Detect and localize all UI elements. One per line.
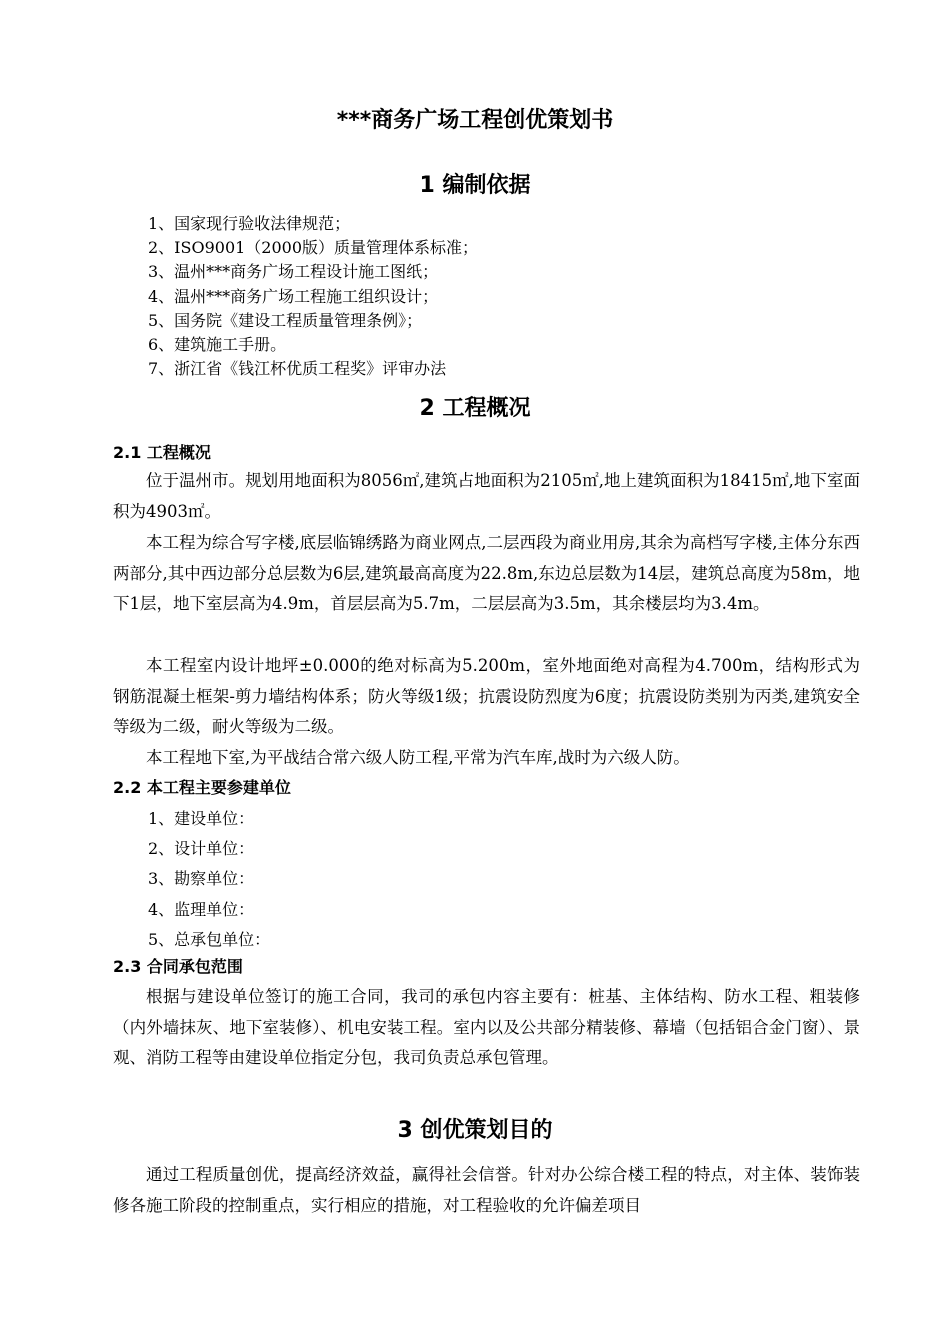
list-item: 4、监理单位：: [148, 899, 255, 919]
list-item: 2、设计单位：: [148, 839, 255, 859]
paragraph-contract-scope: 根据与建设单位签订的施工合同，我司的承包内容主要有：桩基、主体结构、防水工程、粗装修（内外墙抹灰、地下室装修）、机电安装工程。室内以及公共部分精装修、幕墙（包括铝合金门窗）、景观、消防工程等由建设单位指定分包，我司负责总承包管理。: [113, 987, 860, 1067]
participants-list: [148, 804, 270, 955]
section-3-heading: 3 创优策划目的: [397, 1118, 553, 1143]
section-2-heading: 2 工程概况: [419, 396, 531, 421]
paragraph-building: 本工程为综合写字楼,底层临锦绣路为商业网点,二层西段为商业用房,其余为高档写字楼,主体分东西两部分,其中西边部分总层数为6层,建筑最高高度为22.8m,东边总层数为14层，建筑总高度为58m，地下1层，地下室层高为4.9m，首层层高为5.7m，二层层高为3.5m，其余楼层均为3.4m。: [113, 533, 860, 613]
list-item: 1、建设单位：: [148, 809, 255, 828]
basis-list: [148, 212, 478, 381]
list-item: 5、国务院《建设工程质量管理条例》；: [148, 310, 423, 330]
list-item: 1、国家现行验收法律规范；: [148, 214, 351, 233]
list-item: 7、浙江省《钱江杯优质工程奖》评审办法: [148, 359, 447, 379]
paragraph-structure: 本工程室内设计地坪±0.000的绝对标高为5.200m，室外地面绝对高程为4.700m，结构形式为钢筋混凝土框架-剪力墙结构体系；防火等级1级；抗震设防烈度为6度；抗震设防类别为丙类,建筑安全等级为二级，耐火等级为二级。: [113, 656, 860, 736]
subsection-2-1-heading: 2.1 工程概况: [113, 443, 211, 462]
list-item: 4、温州***商务广场工程施工组织设计；: [148, 286, 439, 306]
subsection-2-2-heading: 2.2 本工程主要参建单位: [113, 778, 291, 797]
document-title: ***商务广场工程创优策划书: [336, 108, 614, 133]
section-1-heading: 1 编制依据: [419, 173, 531, 198]
subsection-2-3-heading: 2.3 合同承包范围: [113, 957, 243, 976]
list-item: 6、建筑施工手册。: [148, 334, 287, 354]
paragraph-basement: 本工程地下室,为平战结合常六级人防工程,平常为汽车库,战时为六级人防。: [146, 748, 690, 767]
list-item: 3、温州***商务广场工程设计施工图纸；: [148, 262, 439, 282]
list-item: 2、ISO9001（2000版）质量管理体系标准；: [148, 238, 479, 258]
list-item: 3、勘察单位：: [148, 869, 255, 889]
paragraph-location: 位于温州市。规划用地面积为8056㎡,建筑占地面积为2105㎡,地上建筑面积为18415㎡,地下室面积为4903㎡。: [113, 471, 860, 521]
list-item: 5、总承包单位：: [148, 929, 271, 949]
paragraph-purpose: 通过工程质量创优，提高经济效益，赢得社会信誉。针对办公综合楼工程的特点，对主体、装饰装修各施工阶段的控制重点，实行相应的措施，对工程验收的允许偏差项目: [113, 1165, 860, 1215]
